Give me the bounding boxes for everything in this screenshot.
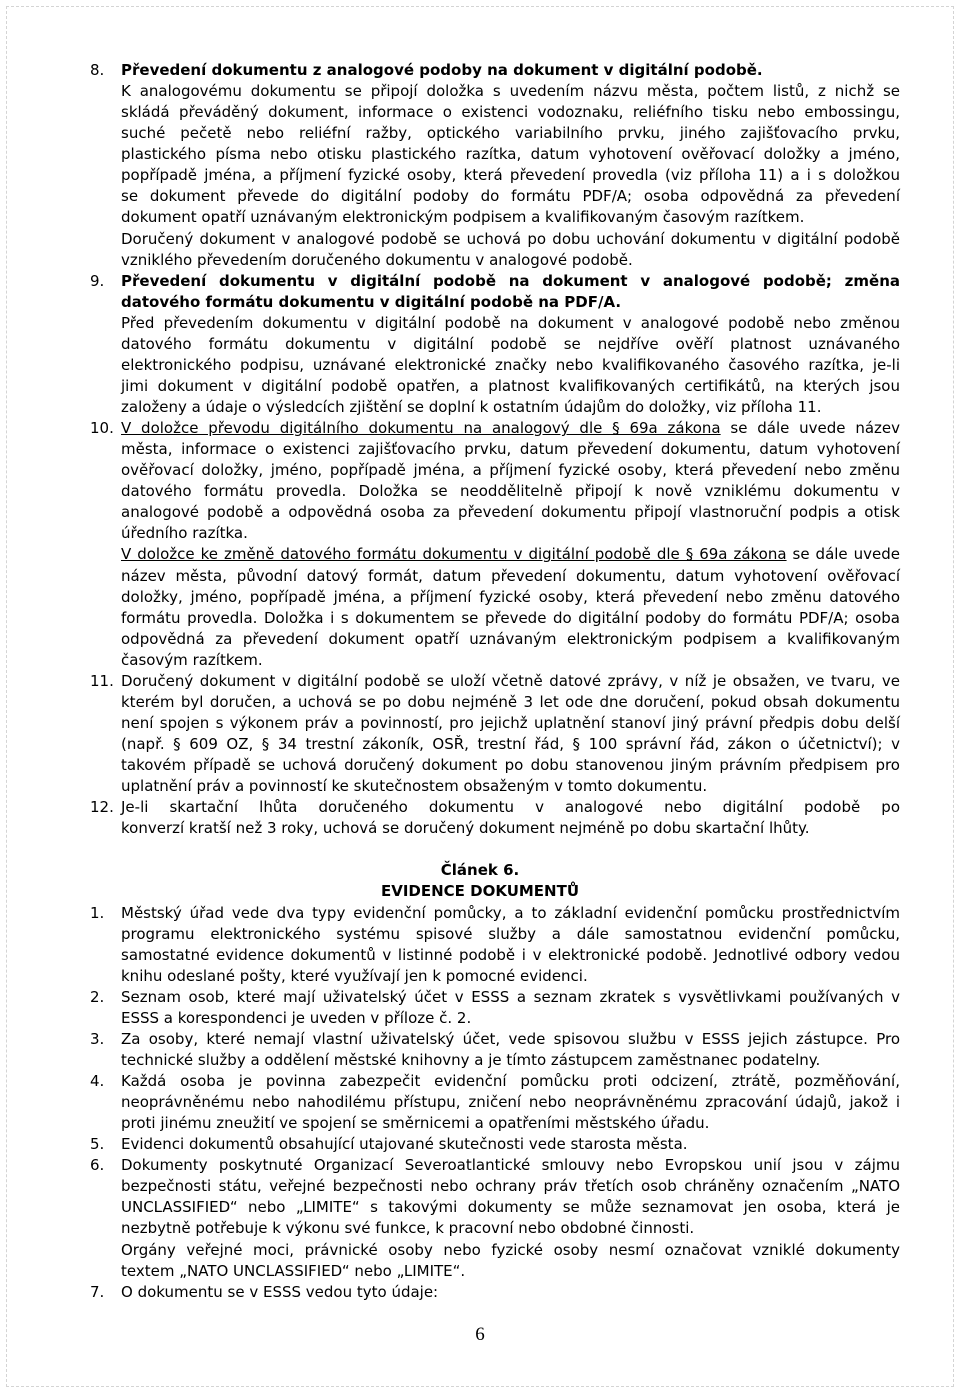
- item-number: 5.: [90, 1135, 105, 1154]
- paragraph-line: samostatné evidence dokumentů v listinné podobě i v elektronické podobě. Jednotlivé odbory vedou: [121, 945, 900, 964]
- paragraph-line: odpovědná za převedení dokument opatří uznávaným elektronickým podpisem a kvalifikovaným: [121, 629, 900, 648]
- paragraph-line: suché pečetě nebo reliéfní ražby, optického variabilního prvku, jiného zajišťovacího prvku,: [121, 124, 900, 143]
- paragraph-line: knihu odeslané pošty, které využívají jen k pomocné evidenci.: [121, 966, 588, 985]
- paragraph-text: se dále uvede název: [720, 419, 901, 438]
- paragraph-line: Před převedením dokumentu v digitální podobě na dokument v analogové podobě nebo změnou: [121, 313, 900, 332]
- article-item-7: [0, 1282, 960, 1303]
- paragraph-line: se dokument převede do digitální podoby do formátu PDF/A; osoba odpovědná za převedení: [121, 187, 900, 206]
- paragraph-line: konverzí kratší než 3 roky, uchová se doručený dokument nejméně po dobu skartační lhůty.: [121, 819, 810, 838]
- paragraph-line: založeny a údaje o výsledcích zjištění se doplní k ostatním údajům do doložky, viz příloha 11.: [121, 398, 822, 416]
- section-9: [0, 271, 960, 292]
- paragraph-line: analogové podobě a odpovědná osoba za převedení dokumentu připojí vlastnoruční podpis a otisk: [121, 503, 900, 522]
- paragraph-line: nezbytně potřebuje k výkonu své funkce, k pracovní nebo obdobné činnosti.: [121, 1219, 695, 1238]
- paragraph-line: Dokumenty poskytnuté Organizací Severoatlantické smlouvy nebo Evropskou unií jsou v zájmu: [121, 1156, 900, 1175]
- paragraph-line: Seznam osob, které mají uživatelský účet v ESSS a seznam zkratek s vysvětlivkami používaných v: [121, 987, 900, 1006]
- paragraph-line: takovém případě se uchová doručený dokument po dobu stanovenou jiným právním předpisem pro: [121, 756, 900, 775]
- legal-reference: V doložce ke změně datového formátu dokumentu v digitální podobě dle § 69a zákona: [121, 545, 787, 564]
- paragraph-line: uplatnění práv a povinností ke skutečnostem obsaženým v tomto dokumentu.: [121, 777, 708, 796]
- spacer: [0, 839, 960, 860]
- section-10: [0, 418, 960, 439]
- paragraph-line: bezpečnosti státu, veřejné bezpečnosti nebo ochrany práv třetích osob chráněny označením „NATO: [121, 1177, 900, 1196]
- section-heading: datového formátu dokumentu v digitální podobě na PDF/A.: [121, 292, 622, 311]
- paragraph-line: neoprávněnému nebo nahodilému přístupu, zničení nebo neoprávněnému zpracování údajů, jakož i: [121, 1093, 900, 1112]
- paragraph-line: proti jinému zneužití ve spojení se směrnicemi a opatřeními městského úřadu.: [121, 1114, 710, 1133]
- paragraph-line: doložky, jméno, popřípadě jména, a příjmení fyzické osoby, která převedení nebo změnu datového: [121, 587, 900, 606]
- article-subtitle: EVIDENCE DOKUMENTŮ: [380, 882, 580, 901]
- section-number: 10.: [90, 419, 114, 438]
- page-number: 6: [475, 1324, 485, 1345]
- paragraph-line: Každá osoba je povinna zabezpečit evidenční pomůcku proti odcizení, ztrátě, pozměňování,: [121, 1072, 900, 1090]
- paragraph-line: není spojen s výkonem práv a povinností, pro jejichž uplatnění stanoví jiný právní předpis dobu delší: [121, 713, 900, 732]
- paragraph-line: O dokumentu se v ESSS vedou tyto údaje:: [121, 1282, 439, 1301]
- paragraph-line: Doručený dokument v digitální podobě se uloží včetně datové zprávy, v níž je obsažen, ve tvaru, ve: [121, 671, 900, 690]
- paragraph-line: datového formátu provedla. Doložka se neoddělitelně připojí k nově vzniklému dokumentu v: [121, 482, 900, 501]
- paragraph-line: formátu provedla. Doložka i s dokumentem se převede do digitální podoby do formátu PDF/A; osoba: [121, 608, 900, 627]
- paragraph-line: programu elektronického systému spisové služby a dále samostatnou evidenční pomůcku,: [121, 924, 900, 943]
- paragraph-line: Doručený dokument v analogové podobě se uchová po dobu uchování dokumentu v digitální podobě: [121, 229, 900, 248]
- section-number: 9.: [90, 271, 105, 290]
- legal-reference: V doložce převodu digitálního dokumentu na analogový dle § 69a zákona: [121, 419, 721, 438]
- paragraph-line: popřípadě jména, a příjmení fyzické osoby, která převedení provedla (viz příloha 11) a i s doložkou: [121, 166, 900, 185]
- document-body: [0, 60, 960, 1303]
- item-number: 4.: [90, 1072, 105, 1090]
- section-heading: Převedení dokumentu v digitální podobě na dokument v analogové podobě; změna: [121, 271, 900, 290]
- article-title: Článek 6.: [440, 861, 520, 880]
- paragraph-line: K analogovému dokumentu se připojí doložka s uvedením názvu města, počtem listů, z nichž se: [121, 82, 900, 101]
- paragraph-line: [121, 418, 900, 439]
- paragraph-line: název města, původní datový formát, datum převedení dokumentu, datum vyhotovení ověřovací: [121, 566, 900, 585]
- paragraph-line: Orgány veřejné moci, právnické osoby nebo fyzické osoby nesmí označovat vzniklé dokumenty: [121, 1240, 900, 1259]
- item-number: 7.: [90, 1282, 105, 1301]
- paragraph-line: ESSS a korespondenci je uveden v příloze č. 2.: [121, 1008, 472, 1027]
- paragraph-line: dokument opatří uznávaným elektronickým podpisem a kvalifikovaným časovým razítkem.: [121, 208, 805, 227]
- item-number: 2.: [90, 987, 105, 1006]
- section-number: 8.: [90, 61, 105, 79]
- section-heading: Převedení dokumentu z analogové podoby na dokument v digitální podobě.: [121, 61, 763, 79]
- paragraph-line: plastického písma nebo otisku plastického razítka, datum vyhotovení ověřovací doložky a jméno,: [121, 145, 900, 164]
- article-item-1: [0, 903, 960, 924]
- section-12: [0, 797, 960, 818]
- paragraph-line: Je-li skartační lhůta doručeného dokumentu v analogové nebo digitální podobě po: [121, 798, 900, 817]
- item-number: 3.: [90, 1029, 105, 1048]
- paragraph-line: Za osoby, které nemají vlastní uživatelský účet, vede spisovou službu v ESSS jejich zástupce. Pro: [121, 1029, 900, 1048]
- paragraph-line: úředního razítka.: [121, 524, 248, 543]
- paragraph-line: jimi dokument v digitální podobě opatřen, a platnost kvalifikovaných certifikátů, na kterých jsou: [121, 376, 900, 395]
- paragraph-line: technické služby a oddělení městské knihovny a je tímto zástupcem zaměstnanec podatelny.: [121, 1050, 821, 1069]
- paragraph-line: datového formátu dokumentu v digitální podobě se nejdříve ověří platnost uznávaného: [121, 334, 900, 353]
- paragraph-line: textem „NATO UNCLASSIFIED“ nebo „LIMITE“.: [121, 1261, 466, 1280]
- paragraph-line: města, informace o existenci zajišťovacího prvku, datum převedení dokumentu, datum vyhotovení: [121, 440, 900, 459]
- paragraph-line: (např. § 609 OZ, § 34 trestní zákoník, OSŘ, trestní řád, § 100 správní řád, zákon o účetnictví); v: [121, 735, 900, 753]
- article-item-3: [0, 1029, 960, 1050]
- article-item-4: [0, 1071, 960, 1092]
- paragraph-line: vzniklého převedením doručeného dokumentu v analogové podobě.: [121, 250, 633, 269]
- article-item-6: [0, 1155, 960, 1176]
- paragraph-line: UNCLASSIFIED“ nebo „LIMITE“ s takovými dokumenty se může seznamovat jen osoba, která je: [121, 1198, 900, 1217]
- paragraph-line: Evidenci dokumentů obsahující utajované skutečnosti vede starosta města.: [121, 1135, 688, 1154]
- section-8: [0, 60, 960, 81]
- item-number: 1.: [90, 903, 105, 922]
- article-item-2: [0, 987, 960, 1008]
- section-number: 12.: [90, 798, 114, 817]
- section-11: [0, 671, 960, 692]
- paragraph-line: skládá převáděný dokument, informace o existenci vodoznaku, reliéfního tisku nebo embossingu,: [121, 103, 900, 122]
- paragraph-text: se dále uvede: [786, 545, 901, 564]
- item-number: 6.: [90, 1156, 105, 1175]
- section-number: 11.: [90, 671, 114, 690]
- paragraph-line: časovým razítkem.: [121, 650, 263, 669]
- paragraph-line: ověřovací doložky, jméno, popřípadě jména, a příjmení fyzické osoby, která převedení nebo změnu: [121, 461, 900, 480]
- paragraph-line: kterém byl doručen, a uchová se po dobu nejméně 3 let ode dne doručení, pokud obsah dokumentu: [121, 692, 900, 711]
- article-item-5: [0, 1134, 960, 1155]
- paragraph-line: [121, 544, 900, 565]
- paragraph-line: Městský úřad vede dva typy evidenční pomůcky, a to základní evidenční pomůcku prostřednictvím: [121, 903, 900, 922]
- paragraph-line: elektronického podpisu, uznávané elektronické značky nebo kvalifikovaného časového razítka, je-li: [121, 355, 900, 374]
